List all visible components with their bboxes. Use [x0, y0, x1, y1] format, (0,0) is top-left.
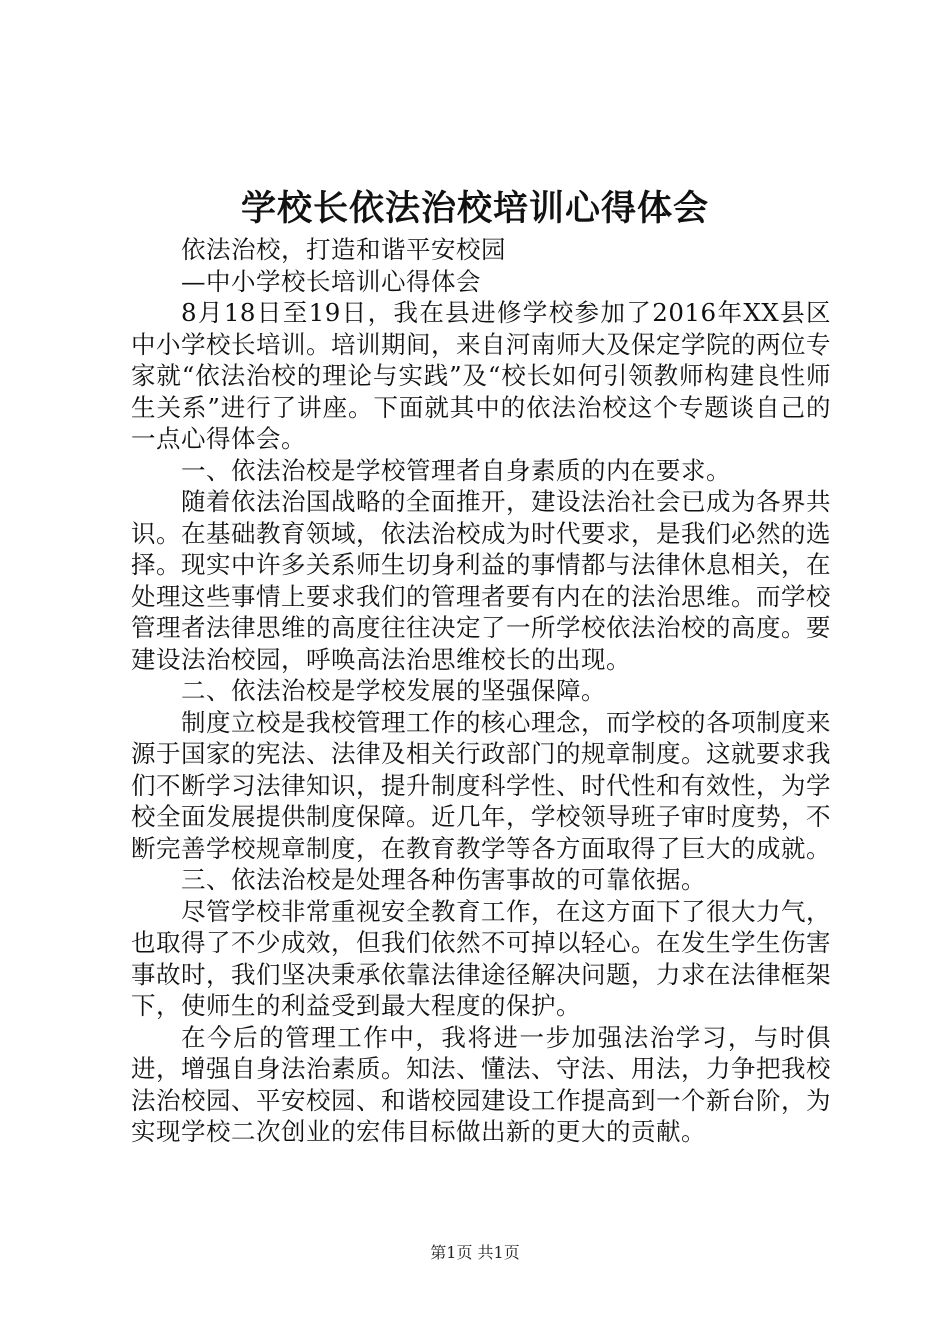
section-heading: 二、依法治校是学校发展的坚强保障。	[181, 676, 606, 705]
body-paragraph: 制度立校是我校管理工作的核心理念，而学校的各项制度来源于国家的宪法、法律及相关行政部门的规章制度。这就要求我们不断学习法律知识，提升制度科学性、时代性和有效性，为学校全面发展提供制度保障。近几年，学校领导班子审时度势，不断完善学校规章制度，在教育教学等各方面取得了巨大的成就。	[131, 707, 831, 863]
document-body	[131, 234, 831, 1148]
body-paragraph: 随着依法治国战略的全面推开，建设法治社会已成为各界共识。在基础教育领域，依法治校成为时代要求，是我们必然的选择。现实中许多关系师生切身利益的事情都与法律休息相关，在处理这些事情上要求我们的管理者要有内在的法治思维。而学校管理者法律思维的高度往往决定了一所学校依法治校的高度。要建设法治校园，呼唤高法治思维校长的出现。	[131, 487, 831, 674]
body-paragraph: 在今后的管理工作中，我将进一步加强法治学习，与时俱进，增强自身法治素质。知法、懂法、守法、用法，力争把我校法治校园、平安校园、和谐校园建设工作提高到一个新台阶，为实现学校二次创业的宏伟目标做出新的更大的贡献。	[131, 1022, 831, 1146]
body-paragraph: 尽管学校非常重视安全教育工作，在这方面下了很大力气，也取得了不少成效，但我们依然不可掉以轻心。在发生学生伤害事故时，我们坚决秉承依靠法律途径解决问题，力求在法律框架下，使师生的利益受到最大程度的保护。	[131, 896, 831, 1020]
section-heading: 三、依法治校是处理各种伤害事故的可靠依据。	[181, 865, 706, 894]
body-paragraph: 8月18日至19日，我在县进修学校参加了2016年XX县区中小学校长培训。培训期间，来自河南师大及保定学院的两位专家就“依法治校的理论与实践”及“校长如何引领教师构建良性师生关系”进行了讲座。下面就其中的依法治校这个专题谈自己的一点心得体会。	[131, 298, 831, 453]
document-title: 学校长依法治校培训心得体会	[240, 188, 709, 229]
page-number-footer: 第1页 共1页	[430, 1243, 520, 1262]
subtitle-line-2: —中小学校长培训心得体会	[181, 266, 481, 296]
section-heading: 一、依法治校是学校管理者自身素质的内在要求。	[181, 455, 731, 485]
subtitle-line: 依法治校，打造和谐平安校园	[181, 235, 506, 264]
